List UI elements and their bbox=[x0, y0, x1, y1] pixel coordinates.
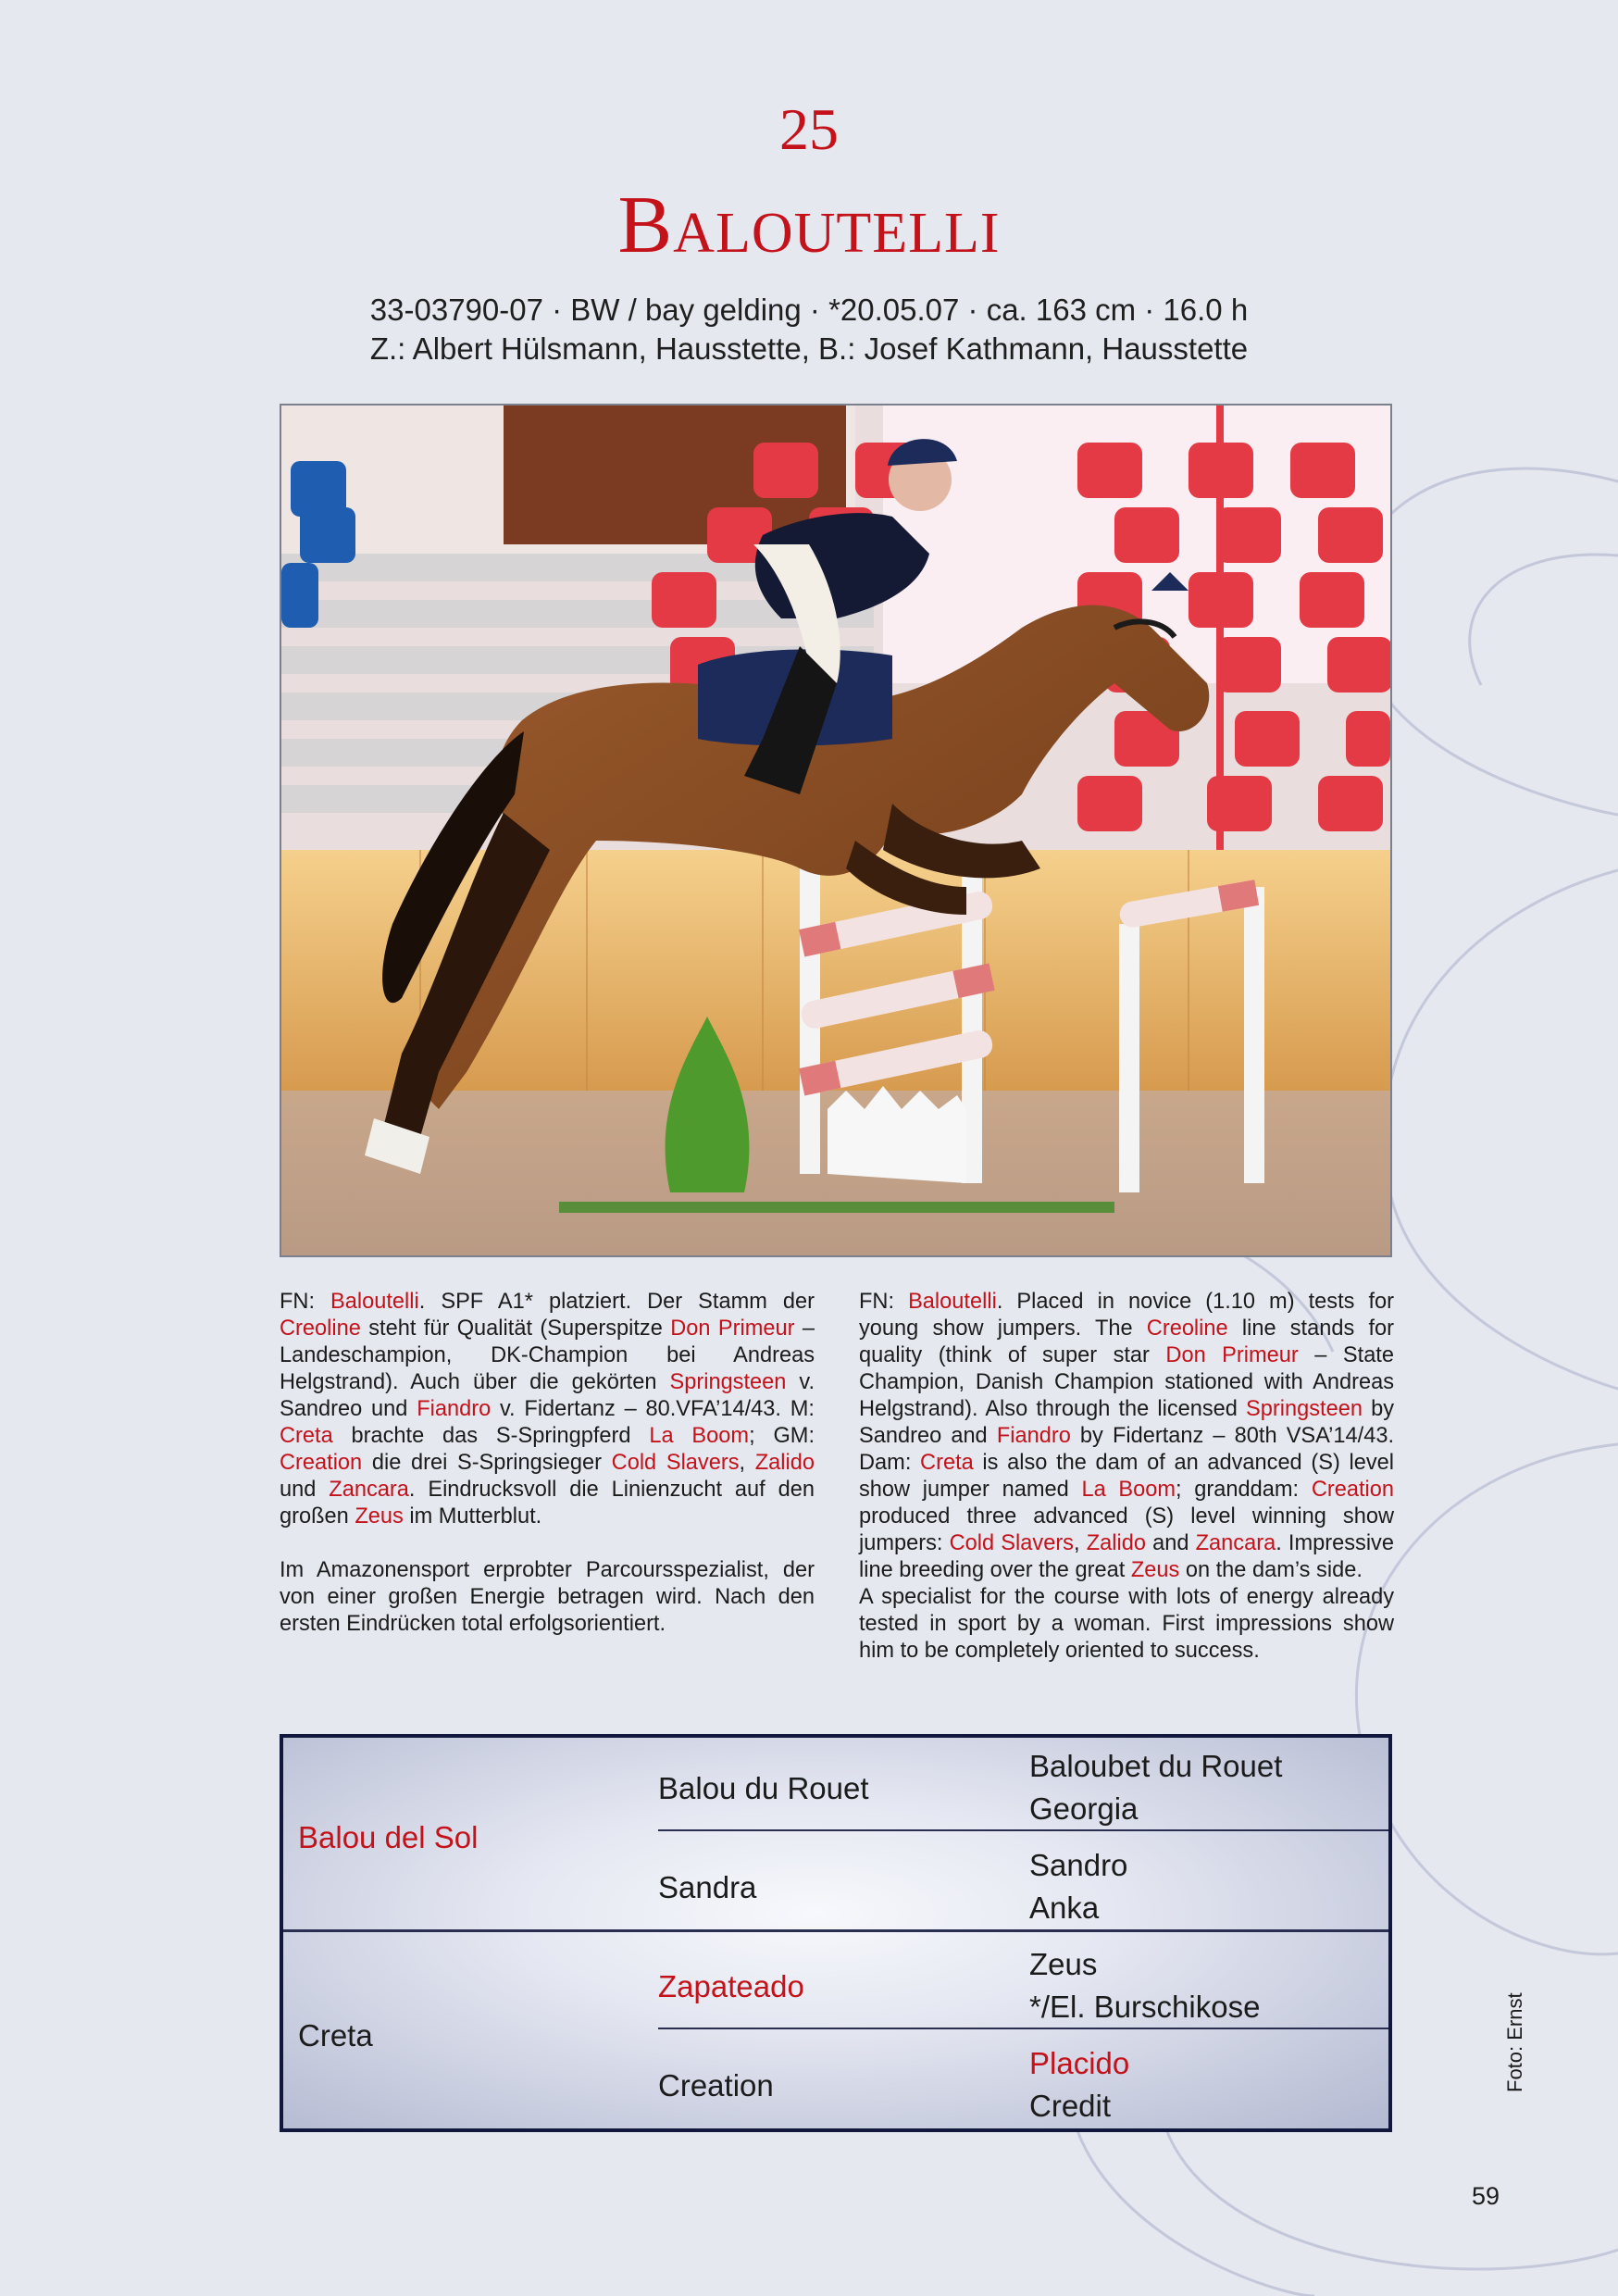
text-run: v. Fidertanz – 80.VFA’14/43. M: bbox=[491, 1397, 815, 1421]
english-description bbox=[859, 1289, 1394, 1665]
text-run: . Placed in novice (1.10 m) tests for young show jumpers. bbox=[859, 1290, 1395, 1341]
german-paragraph-1 bbox=[280, 1289, 815, 1530]
pedigree-sire-dam: Sandra bbox=[658, 1870, 757, 1904]
photo-credit: Foto: Ernst bbox=[1503, 1992, 1526, 2092]
horse-name-link: Zeus bbox=[355, 1504, 404, 1529]
horse-name-link: Cold Slavers bbox=[949, 1531, 1074, 1555]
horse-name-link: Fiandro bbox=[417, 1397, 492, 1421]
english-paragraph-2 bbox=[859, 1584, 1394, 1665]
pedigree-g3-5: Zeus bbox=[1029, 1947, 1098, 1981]
horse-jumping-illustration bbox=[281, 406, 1390, 1255]
text-run: FN: bbox=[280, 1290, 331, 1314]
horse-name-link: Springsteen bbox=[1246, 1397, 1363, 1421]
page-number: 59 bbox=[1472, 2182, 1500, 2210]
text-run: , bbox=[739, 1451, 755, 1475]
text-run: die drei S-Springsieger bbox=[362, 1451, 612, 1475]
text-run: – Landeschampion, DK-Champion bei Andreas Helgstrand). Auch über die gekörten bbox=[280, 1316, 815, 1394]
german-paragraph-2 bbox=[280, 1557, 815, 1638]
horse-name-link: Creta bbox=[920, 1451, 974, 1475]
text-run: on the dam’s side. bbox=[1179, 1558, 1363, 1582]
text-run: by Fidertanz – 80th VSA’14/43. Dam: bbox=[859, 1424, 1394, 1475]
text-run: line stands for quality (think of super star bbox=[859, 1316, 1394, 1367]
pedigree-g3-7: Placido bbox=[1029, 2046, 1130, 2080]
horse-name-title: Baloutelli bbox=[617, 181, 1001, 270]
text-run: v. Sandreo und bbox=[280, 1370, 815, 1421]
text-run: by Sandreo and bbox=[859, 1397, 1394, 1448]
horse-name-link: Baloutelli bbox=[908, 1290, 997, 1314]
text-run: und bbox=[280, 1478, 330, 1502]
pedigree-divider-upper bbox=[658, 1829, 1388, 1831]
horse-name-link: Zalido bbox=[1086, 1531, 1146, 1555]
horse-name-link: Creation bbox=[1311, 1478, 1394, 1502]
pedigree-table bbox=[280, 1734, 1392, 2132]
german-description bbox=[280, 1289, 815, 1638]
horse-name-link: Zalido bbox=[754, 1451, 815, 1475]
horse-name-link: Creta bbox=[280, 1424, 333, 1448]
pedigree-sire: Balou del Sol bbox=[298, 1820, 479, 1854]
pedigree-g3-3: Sandro bbox=[1029, 1848, 1128, 1882]
horse-name-link: La Boom bbox=[1081, 1478, 1176, 1502]
horse-name-link: Zeus bbox=[1130, 1558, 1180, 1582]
horse-name-link: Cold Slavers bbox=[611, 1451, 740, 1475]
pedigree-dam: Creta bbox=[298, 2018, 373, 2053]
text-run: Der Stamm der bbox=[631, 1290, 815, 1314]
text-run: ; granddam: bbox=[1176, 1478, 1312, 1502]
pedigree-g3-2: Georgia bbox=[1029, 1791, 1139, 1826]
text-run: . SPF A1* platziert. bbox=[418, 1290, 632, 1314]
pedigree-dam-sire: Zapateado bbox=[658, 1969, 804, 2003]
horse-name-link: Creoline bbox=[1146, 1316, 1228, 1341]
text-run: . Eindrucksvoll die Linienzucht auf den großen bbox=[280, 1478, 815, 1529]
pedigree-g3-6: */El. Burschikose bbox=[1029, 1990, 1261, 2024]
horse-name-link: Creation bbox=[280, 1451, 363, 1475]
pedigree-divider-lower bbox=[658, 2028, 1388, 2029]
text-run: is also the dam of an advanced (S) level show jumper named bbox=[859, 1451, 1394, 1502]
breeder-owner-line: Z.: Albert Hülsmann, Hausstette, B.: Josef Kathmann, Hausstette bbox=[369, 331, 1249, 366]
text-run: – State Champion, Danish Champion stationed with Andreas Helgstrand). Also through the licensed bbox=[859, 1343, 1394, 1421]
text-run: im Mutterblut. bbox=[403, 1504, 542, 1529]
text-run: The bbox=[1081, 1316, 1147, 1341]
horse-name-link: Springsteen bbox=[669, 1370, 787, 1394]
horse-name-link: Don Primeur bbox=[670, 1316, 795, 1341]
horse-name-link: Baloutelli bbox=[330, 1290, 419, 1314]
pedigree-divider-main bbox=[283, 1929, 1388, 1932]
pedigree-g3-8: Credit bbox=[1029, 2089, 1112, 2123]
text-run: . Impressive line breeding over the great bbox=[859, 1531, 1394, 1582]
horse-name-link: Zancara bbox=[329, 1478, 409, 1502]
pedigree-g3-1: Baloubet du Rouet bbox=[1029, 1749, 1283, 1783]
text-run: A specialist for the course with lots of energy already tested in sport by a woman. First impressions show him to be completely oriented to success. bbox=[859, 1585, 1394, 1663]
pedigree-g3-4: Anka bbox=[1029, 1890, 1100, 1925]
horse-name-link: La Boom bbox=[649, 1424, 750, 1448]
pedigree-dam-dam: Creation bbox=[658, 2068, 774, 2103]
text-run: Im Amazonensport erprobter Parcoursspezialist, der von einer großen Energie betragen wird. Nach den ersten Eindrücken total erfolgsorientiert. bbox=[280, 1558, 815, 1636]
lot-number: 25 bbox=[779, 96, 839, 162]
text-run: produced three advanced (S) level winning show jumpers: bbox=[859, 1504, 1394, 1555]
show-jumping-photo bbox=[280, 404, 1392, 1257]
text-run: FN: bbox=[859, 1290, 909, 1314]
horse-name-link: Zancara bbox=[1195, 1531, 1276, 1555]
text-run: and bbox=[1145, 1531, 1196, 1555]
horse-name-link: Don Primeur bbox=[1165, 1343, 1299, 1367]
horse-name-link: Creoline bbox=[280, 1316, 361, 1341]
horse-details-line: 33-03790-07 · BW / bay gelding · *20.05.07 · ca. 163 cm · 16.0 h bbox=[369, 293, 1249, 327]
text-run: brachte das S-Springpferd bbox=[332, 1424, 650, 1448]
text-run: , bbox=[1073, 1531, 1087, 1555]
text-run: ; GM: bbox=[749, 1424, 815, 1448]
text-run: steht für Qualität (Superspitze bbox=[360, 1316, 671, 1341]
horse-name-link: Fiandro bbox=[996, 1424, 1071, 1448]
pedigree-sire-sire: Balou du Rouet bbox=[658, 1771, 869, 1805]
english-paragraph-1 bbox=[859, 1289, 1394, 1584]
